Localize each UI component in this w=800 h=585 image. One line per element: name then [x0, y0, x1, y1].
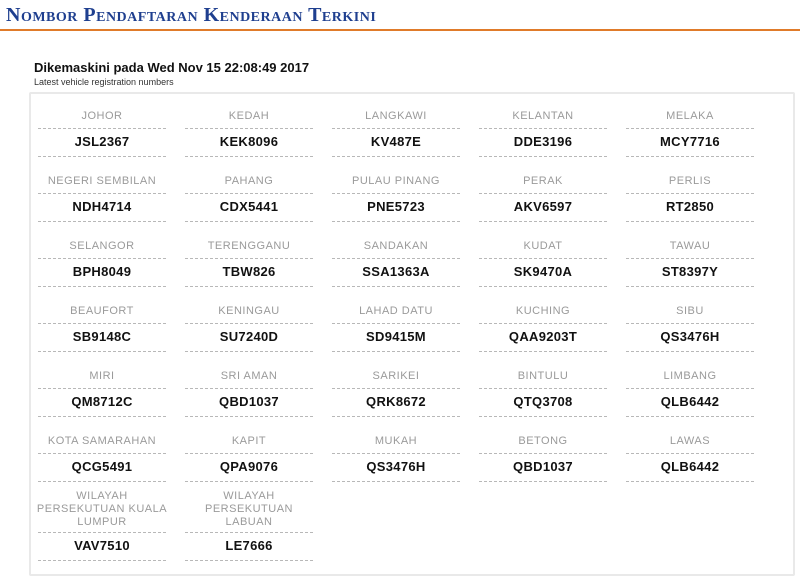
plate-number: SU7240D [219, 329, 279, 344]
registration-card [475, 230, 611, 295]
plate-number: SSA1363A [362, 264, 430, 279]
divider [332, 128, 460, 129]
registration-card [328, 230, 464, 295]
divider [38, 416, 166, 417]
plate-number: QPA9076 [219, 459, 279, 474]
state-name: PERAK [523, 175, 563, 187]
divider [479, 286, 607, 287]
plate-number: QTQ3708 [513, 394, 573, 409]
divider [626, 286, 754, 287]
registration-card [34, 425, 170, 490]
state-name: MIRI [89, 370, 115, 382]
divider [332, 156, 460, 157]
plate-number: VAV7510 [74, 538, 130, 553]
plate-number: QRK8672 [366, 394, 426, 409]
registration-card [328, 360, 464, 425]
state-name: LAWAS [669, 435, 711, 447]
divider [38, 193, 166, 194]
divider [38, 532, 166, 533]
state-name: MELAKA [666, 110, 714, 122]
registration-card [181, 360, 317, 425]
divider [479, 258, 607, 259]
registration-card [622, 165, 758, 230]
plate-number: RT2850 [665, 199, 715, 214]
divider [332, 388, 460, 389]
state-name: KUDAT [523, 240, 563, 252]
title-divider [0, 29, 800, 31]
divider [332, 258, 460, 259]
divider [332, 453, 460, 454]
divider [332, 416, 460, 417]
divider [626, 388, 754, 389]
state-name: KAPIT [231, 435, 267, 447]
state-name: PAHANG [224, 175, 274, 187]
state-name: TERENGGANU [207, 240, 291, 252]
registration-card [475, 425, 611, 490]
state-name: LAHAD DATU [359, 305, 433, 317]
state-name: BETONG [518, 435, 568, 447]
state-name: LIMBANG [663, 370, 717, 382]
registration-card [34, 360, 170, 425]
state-name: NEGERI SEMBILAN [47, 175, 157, 187]
divider [38, 323, 166, 324]
divider [38, 453, 166, 454]
state-name: KELANTAN [512, 110, 574, 122]
state-name: SRI AMAN [220, 370, 278, 382]
divider [38, 156, 166, 157]
plate-number: QCG5491 [71, 459, 133, 474]
divider [38, 388, 166, 389]
plate-number: QAA9203T [508, 329, 578, 344]
plate-number: DDE3196 [513, 134, 573, 149]
plate-number: ST8397Y [661, 264, 719, 279]
divider [626, 193, 754, 194]
registration-card [181, 425, 317, 490]
registration-card [328, 100, 464, 165]
page-subtitle: Latest vehicle registration numbers [34, 77, 174, 87]
divider [479, 481, 607, 482]
divider [185, 532, 313, 533]
divider [626, 481, 754, 482]
divider [332, 193, 460, 194]
state-name: SANDAKAN [363, 240, 429, 252]
registration-card [475, 100, 611, 165]
plate-number: NDH4714 [72, 199, 132, 214]
divider [332, 351, 460, 352]
divider [185, 258, 313, 259]
state-name: BINTULU [517, 370, 569, 382]
plate-number: QBD1037 [513, 459, 573, 474]
page-title: Nombor Pendaftaran Kenderaan Terkini [6, 4, 377, 26]
state-name: KENINGAU [218, 305, 280, 317]
divider [332, 323, 460, 324]
divider [479, 128, 607, 129]
divider [185, 351, 313, 352]
state-name: TAWAU [669, 240, 711, 252]
state-name: PULAU PINANG [352, 175, 440, 187]
state-name: KUCHING [515, 305, 571, 317]
divider [626, 156, 754, 157]
divider [185, 388, 313, 389]
plate-number: TBW826 [222, 264, 276, 279]
divider [332, 481, 460, 482]
registration-card [622, 230, 758, 295]
plate-number: QS3476H [366, 459, 426, 474]
registration-card [34, 490, 170, 580]
divider [38, 481, 166, 482]
divider [185, 323, 313, 324]
divider [185, 286, 313, 287]
plate-number: AKV6597 [513, 199, 573, 214]
plate-number: BPH8049 [72, 264, 132, 279]
divider [185, 416, 313, 417]
divider [626, 128, 754, 129]
divider [626, 416, 754, 417]
divider [38, 221, 166, 222]
plate-number: KV487E [370, 134, 422, 149]
divider [185, 128, 313, 129]
divider [185, 481, 313, 482]
plate-number: QLB6442 [660, 394, 720, 409]
divider [479, 323, 607, 324]
plate-number: MCY7716 [660, 134, 720, 149]
registration-card [181, 295, 317, 360]
divider [185, 560, 313, 561]
divider [626, 351, 754, 352]
registration-card [622, 100, 758, 165]
registration-card [181, 100, 317, 165]
divider [185, 156, 313, 157]
divider [185, 221, 313, 222]
divider [479, 416, 607, 417]
divider [626, 221, 754, 222]
divider [38, 258, 166, 259]
plate-number: CDX5441 [219, 199, 279, 214]
registration-card [34, 295, 170, 360]
divider [479, 221, 607, 222]
divider [626, 453, 754, 454]
registration-card [34, 165, 170, 230]
last-updated-text: Dikemaskini pada Wed Nov 15 22:08:49 2017 [34, 60, 310, 75]
plate-number: SD9415M [366, 329, 426, 344]
registration-card [622, 295, 758, 360]
state-name: JOHOR [81, 110, 123, 122]
divider [479, 453, 607, 454]
registration-card [181, 230, 317, 295]
divider [332, 286, 460, 287]
state-name: MUKAH [374, 435, 418, 447]
state-name: LANGKAWI [365, 110, 427, 122]
divider [332, 221, 460, 222]
divider [626, 323, 754, 324]
divider [38, 286, 166, 287]
registration-card [622, 425, 758, 490]
state-name: KOTA SAMARAHAN [47, 435, 157, 447]
registration-card [622, 360, 758, 425]
divider [479, 193, 607, 194]
plate-number: PNE5723 [367, 199, 425, 214]
registration-card [328, 295, 464, 360]
state-name: BEAUFORT [70, 305, 134, 317]
registration-card [328, 165, 464, 230]
registrations-grid [34, 100, 774, 490]
state-name: KEDAH [228, 110, 270, 122]
divider [185, 193, 313, 194]
plate-number: QLB6442 [660, 459, 720, 474]
plate-number: JSL2367 [74, 134, 130, 149]
divider [38, 351, 166, 352]
divider [38, 560, 166, 561]
registration-card [34, 100, 170, 165]
divider [479, 388, 607, 389]
plate-number: SK9470A [513, 264, 573, 279]
registration-card [181, 490, 317, 580]
plate-number: QM8712C [71, 394, 133, 409]
plate-number: QBD1037 [219, 394, 279, 409]
federal-territories-row [34, 490, 334, 580]
registration-card [475, 165, 611, 230]
registration-card [475, 360, 611, 425]
plate-number: SB9148C [72, 329, 132, 344]
state-name: PERLIS [668, 175, 712, 187]
divider [185, 453, 313, 454]
state-name: SARIKEI [372, 370, 420, 382]
state-name: WILAYAH PERSEKUTUAN KUALA LUMPUR [36, 490, 168, 528]
registration-card [34, 230, 170, 295]
registration-card [328, 425, 464, 490]
plate-number: QS3476H [660, 329, 720, 344]
divider [479, 156, 607, 157]
divider [626, 258, 754, 259]
divider [479, 351, 607, 352]
state-name: SELANGOR [69, 240, 135, 252]
plate-number: KEK8096 [219, 134, 279, 149]
state-name: SIBU [676, 305, 704, 317]
registration-card [475, 295, 611, 360]
divider [38, 128, 166, 129]
plate-number: LE7666 [225, 538, 273, 553]
state-name: WILAYAH PERSEKUTUAN LABUAN [204, 490, 294, 528]
registration-card [181, 165, 317, 230]
